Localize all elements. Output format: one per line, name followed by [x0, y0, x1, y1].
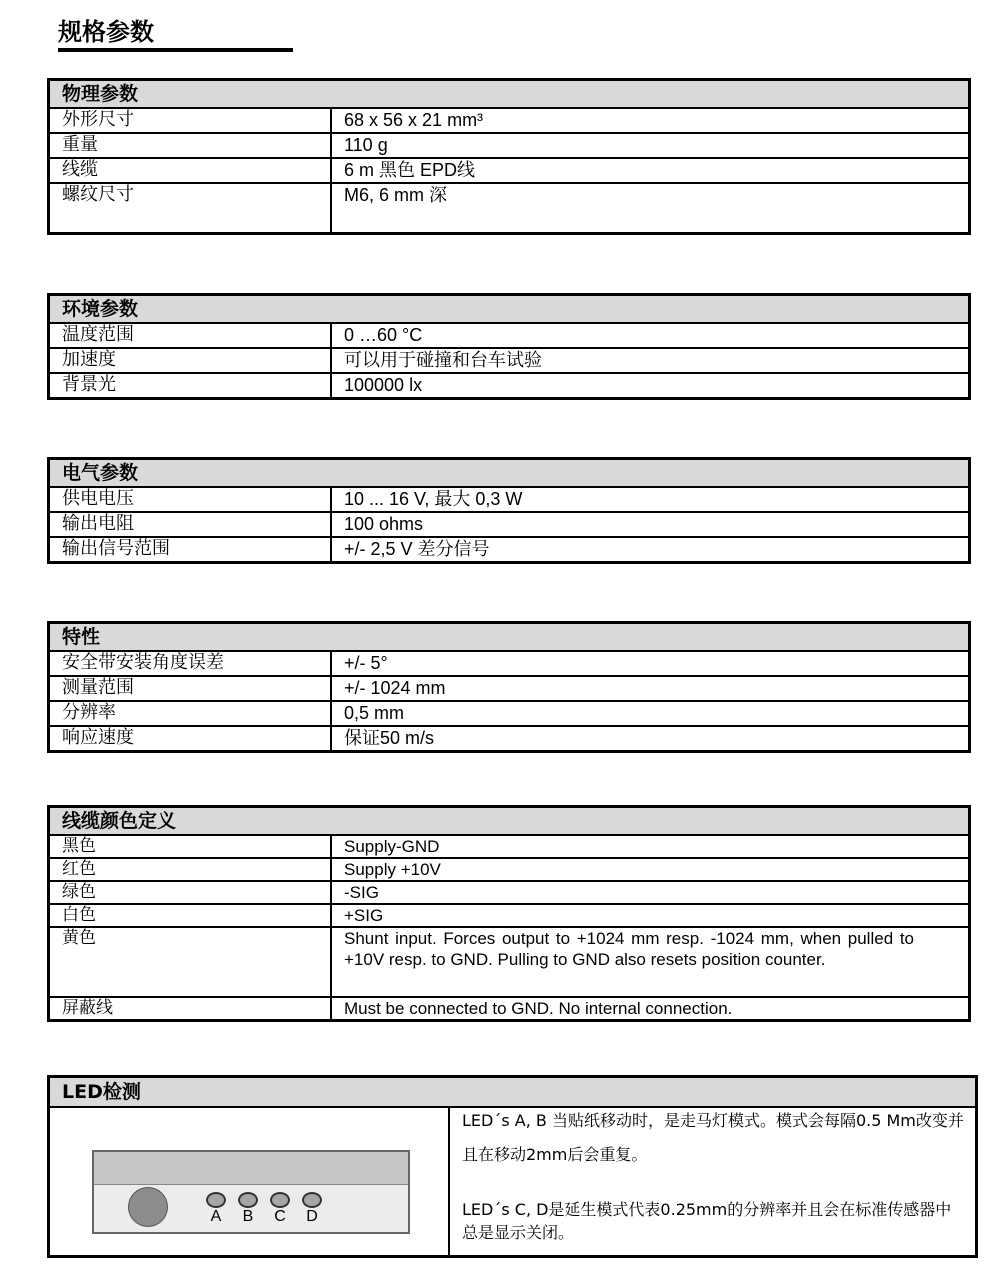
- param-label: 屏蔽线: [49, 997, 332, 1021]
- section-header: 特性: [49, 623, 970, 652]
- led-label: C: [274, 1208, 286, 1225]
- physical-params-table: [47, 78, 971, 235]
- param-value: M6, 6 mm 深: [331, 183, 970, 233]
- led-label: D: [306, 1208, 318, 1225]
- param-label: 红色: [49, 858, 332, 881]
- param-value: 110 g: [331, 133, 970, 158]
- param-label: 测量范围: [49, 676, 332, 701]
- led-d-icon: [302, 1192, 322, 1208]
- param-value: 0 …60 °C: [331, 323, 970, 348]
- section-header: 物理参数: [49, 80, 970, 109]
- param-label: 白色: [49, 904, 332, 927]
- param-value: +/- 5°: [331, 651, 970, 676]
- param-label: 安全带安装角度误差: [49, 651, 332, 676]
- param-label: 温度范围: [49, 323, 332, 348]
- param-label: 供电电压: [49, 487, 332, 512]
- param-label: 绿色: [49, 881, 332, 904]
- cable-colors-table: [47, 805, 971, 1022]
- electrical-params-table: [47, 457, 971, 564]
- param-value: 0,5 mm: [331, 701, 970, 726]
- param-value: Shunt input. Forces output to +1024 mm resp. -1024 mm, when pulled to +10V resp. to GND. Pulling to GND also resets position counter.: [331, 927, 970, 997]
- sensor-device-illustration: [92, 1150, 410, 1234]
- param-value: 100 ohms: [331, 512, 970, 537]
- led-label: B: [242, 1208, 254, 1225]
- section-header: 电气参数: [49, 459, 970, 488]
- section-header: 环境参数: [49, 295, 970, 324]
- param-value: -SIG: [331, 881, 970, 904]
- param-value: 68 x 56 x 21 mm³: [331, 108, 970, 133]
- param-label: 响应速度: [49, 726, 332, 751]
- led-b-icon: [238, 1192, 258, 1208]
- led-c-icon: [270, 1192, 290, 1208]
- section-header: LED检测: [50, 1078, 975, 1108]
- param-label: 背景光: [49, 373, 332, 398]
- param-value: 保证50 m/s: [331, 726, 970, 751]
- param-label: 螺纹尺寸: [49, 183, 332, 233]
- param-label: 黑色: [49, 835, 332, 858]
- led-check-section: [47, 1075, 978, 1258]
- led-a-icon: [206, 1192, 226, 1208]
- param-label: 分辨率: [49, 701, 332, 726]
- led-diagram-cell: [50, 1108, 450, 1255]
- param-value: 可以用于碰撞和台车试验: [331, 348, 970, 373]
- param-label: 输出电阻: [49, 512, 332, 537]
- section-header: 线缆颜色定义: [49, 807, 970, 836]
- characteristics-table: [47, 621, 971, 753]
- param-value: +/- 1024 mm: [331, 676, 970, 701]
- param-label: 黄色: [49, 927, 332, 997]
- param-value: Supply-GND: [331, 835, 970, 858]
- param-value: +/- 2,5 V 差分信号: [331, 537, 970, 562]
- page-title: 规格参数: [58, 16, 293, 52]
- param-value: Must be connected to GND. No internal connection.: [331, 997, 970, 1021]
- environment-params-table: [47, 293, 971, 400]
- param-value: 10 ... 16 V, 最大 0,3 W: [331, 487, 970, 512]
- param-label: 重量: [49, 133, 332, 158]
- param-value: Supply +10V: [331, 858, 970, 881]
- param-label: 输出信号范围: [49, 537, 332, 562]
- param-label: 线缆: [49, 158, 332, 183]
- param-label: 加速度: [49, 348, 332, 373]
- device-lens-icon: [128, 1187, 168, 1227]
- led-description-cell: [462, 1108, 967, 1255]
- param-label: 外形尺寸: [49, 108, 332, 133]
- param-value: 100000 lx: [331, 373, 970, 398]
- led-label: A: [210, 1208, 222, 1225]
- led-cd-description: LED´s C, D是延生模式代表0.25mm的分辨率并且会在标准传感器中总是显示关闭。: [462, 1200, 952, 1242]
- led-ab-description: LED´s A, B 当贴纸移动时，是走马灯模式。模式会每隔0.5 Mm改变并且在移动2mm后会重复。: [462, 1111, 964, 1164]
- param-value: +SIG: [331, 904, 970, 927]
- device-top-band: [94, 1152, 408, 1185]
- param-value: 6 m 黑色 EPD线: [331, 158, 970, 183]
